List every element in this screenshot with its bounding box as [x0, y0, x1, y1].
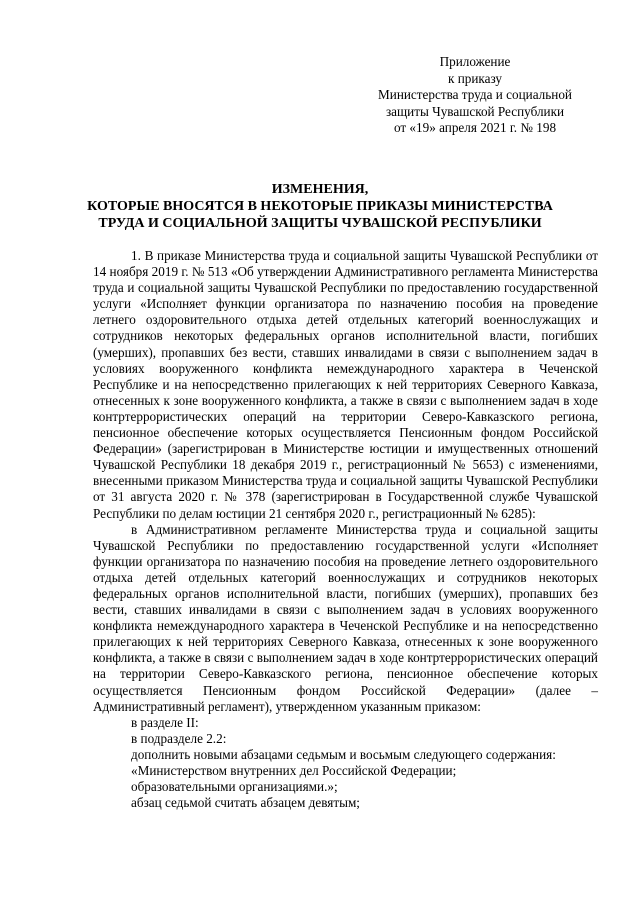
title-line: КОТОРЫЕ ВНОСЯТСЯ В НЕКОТОРЫЕ ПРИКАЗЫ МИНИСТЕРСТВА: [87, 198, 553, 214]
body-line: в разделе II:: [131, 714, 199, 730]
body-line: в подразделе 2.2:: [131, 730, 227, 746]
body-line: дополнить новыми абзацами седьмым и восьмым следующего содержания:: [131, 746, 556, 762]
appendix-line: к приказу: [448, 70, 502, 86]
appendix-line: Приложение: [439, 54, 511, 69]
body-line: образовательными организациями.»;: [131, 779, 338, 795]
title-line: ТРУДА И СОЦИАЛЬНОЙ ЗАЩИТЫ ЧУВАШСКОЙ РЕСПУБЛИКИ: [98, 215, 542, 231]
appendix-line: от «19» апреля 2021 г. № 198: [393, 120, 557, 136]
appendix-line: защиты Чувашской Республики: [385, 103, 565, 119]
body-line: абзац седьмой считать абзацем девятым;: [131, 795, 360, 811]
document-title: [60, 182, 580, 232]
paragraph-1: 1. В приказе Министерства труда и социальной защиты Чувашской Республики от 14 ноября 2019 г. № 513 «Об утверждении Административного регламента Министерства труда и социальной защиты Чувашской Республики по предоставлению государственной услуги «Исполняет функции организатора по назначению пособия на проведение летнего оздоровительного отдыха детей отдельных категорий военнослужащих и сотрудников некоторых федеральных органов исполнительной власти, погибших (умерших), пропавших без вести, ставших инвалидами в связи с выполнением задач в условиях вооруженного конфликта немеждународного характера в Чеченской Республике и на непосредственно прилегающих к ней территориях Северного Кавказа, отнесенных к зоне вооруженного конфликта, а также в связи с выполнением задач в ходе контртеррористических операций на территории Северо-Кавказского региона, пенсионное обеспечение которых осуществляется Пенсионным фондом Российской Федерации» (зарегистрирован в Министерстве юстиции и имущественных отношений Чувашской Республики 18 декабря 2019 г., регистрационный № 5653) с изменениями, внесенными приказом Министерства труда и социальной защиты Чувашской Республики от 31 августа 2020 г. № 378 (зарегистрирован в Государственной службе Чувашской Республики по делам юстиции 21 сентября 2020 г., регистрационный № 6285):: [93, 248, 598, 521]
document-body: [93, 248, 598, 811]
paragraph-2: в Административном регламенте Министерства труда и социальной защиты Чувашской Республики по предоставлению государственной услуги «Исполняет функции организатора по назначению пособия на проведение летнего оздоровительного отдыха детей отдельных категорий военнослужащих и сотрудников некоторых федеральных органов исполнительной власти, погибших (умерших), пропавших без вести, ставших инвалидами в связи с выполнением задач в условиях вооруженного конфликта немеждународного характера в Чеченской Республике и на непосредственно прилегающих к ней территориях Северного Кавказа, отнесенных к зоне вооруженного конфликта, а также в связи с выполнением задач в ходе контртеррористических операций на территории Северо-Кавказского региона, пенсионное обеспечение которых осуществляется Пенсионным фондом Российской Федерации» (далее – Административный регламент), утвержденном указанным приказом:: [93, 521, 598, 714]
appendix-line: Министерства труда и социальной: [378, 87, 572, 103]
title-line: ИЗМЕНЕНИЯ,: [271, 182, 369, 197]
body-line: «Министерством внутренних дел Российской Федерации;: [131, 763, 457, 778]
appendix-header: [370, 54, 580, 137]
